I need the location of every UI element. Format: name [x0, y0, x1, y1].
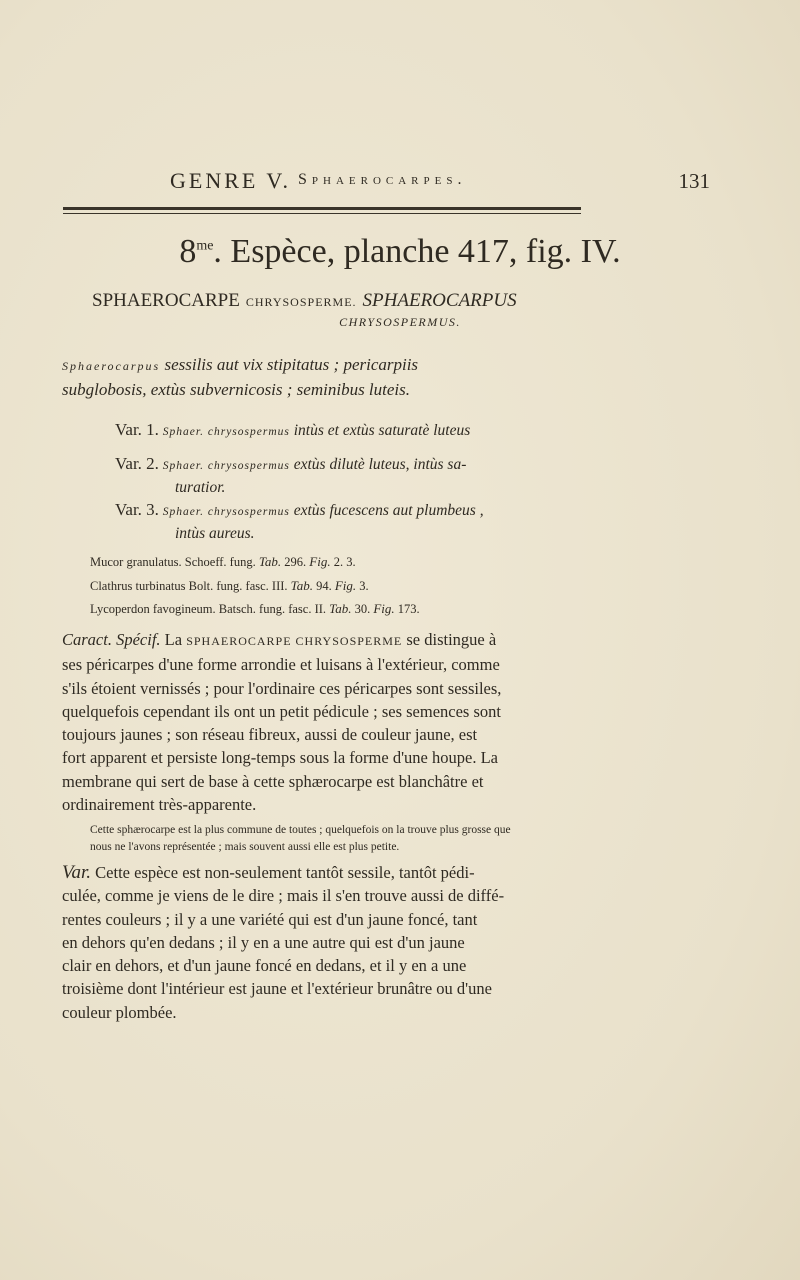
caract-line-0: se distingue à — [402, 630, 497, 649]
synonym-tabnum: 296. — [281, 555, 310, 569]
caract-line-2: s'ils étoient vernissés ; pour l'ordinaire ces péricarpes sont sessiles, — [62, 678, 502, 698]
synonym-text: Mucor granulatus. Schoeff. fung. — [90, 555, 259, 569]
synonym-fignum: 2. 3. — [330, 555, 356, 569]
caract-lead: Caract. Spécif. — [62, 630, 161, 649]
variety-abbr: Sphaer. — [162, 460, 204, 472]
synonym-fig: Fig. — [309, 554, 331, 569]
caract-la: La — [160, 630, 187, 649]
synonym-fig: Fig. — [334, 578, 357, 593]
diagnosis-line-2: subglobosis, extùs subvernicosis ; seminibus luteis. — [62, 380, 411, 399]
variety-epithet: chrysospermus — [207, 506, 290, 518]
synonym-1 — [90, 554, 356, 570]
var-line-2: rentes couleurs ; il y a une variété qui est d'un jaune foncé, tant — [62, 909, 478, 929]
variety-epithet: chrysospermus — [207, 460, 290, 472]
latin-diagnosis — [62, 353, 592, 401]
species-heading — [0, 233, 800, 271]
caract-line-4: toujours jaunes ; son réseau fibreux, aussi de couleur jaune, est — [62, 725, 478, 745]
synonym-tabnum: 94. — [312, 579, 335, 593]
variety-1 — [115, 419, 595, 443]
heading-text: . Espèce, planche 417, fig. IV. — [213, 233, 621, 270]
specific-characters-paragraph — [62, 628, 584, 816]
species-name-line — [92, 290, 592, 312]
caract-line-5: fort apparent et persiste long-temps sous la forme d'une houpe. La — [62, 748, 498, 768]
variety-2 — [115, 453, 595, 498]
variety-3 — [115, 499, 595, 544]
synonym-tabnum: 30. — [351, 602, 374, 616]
caract-line-1: ses péricarpes d'une forme arrondie et luisans à l'extérieur, comme — [62, 655, 500, 675]
note-line-1: Cette sphærocarpe est la plus commune de toutes ; quelquefois on la trouve plus grosse que — [90, 824, 511, 836]
latin-epithet: CHRYSOSPERMUS. — [339, 315, 461, 329]
var-line-4: clair en dehors, et d'un jaune foncé en dedans, et il y en a une — [62, 956, 467, 976]
variety-label: Var. 3. — [115, 500, 159, 519]
footnote — [90, 822, 590, 856]
variety-label: Var. 1. — [115, 420, 159, 439]
var-line-6: couleur plombée. — [62, 1002, 177, 1022]
variety-abbr: Sphaer. — [162, 426, 204, 438]
variety-label: Var. 2. — [115, 454, 159, 473]
synonym-2 — [90, 578, 369, 594]
page-number: 131 — [678, 169, 710, 193]
var-line-0: Cette espèce est non-seulement tantôt sessile, tantôt pédi- — [91, 863, 475, 882]
synonym-fignum: 3. — [356, 579, 369, 593]
heading-number: 8 — [179, 233, 197, 270]
var-lead: Var. — [62, 862, 92, 883]
variety-paragraph — [62, 861, 584, 1024]
synonym-tab: Tab. — [329, 601, 352, 616]
caract-species-caps: SPHAEROCARPE CHRYSOSPERME — [186, 634, 403, 648]
caract-line-7: ordinairement très-apparente. — [62, 795, 257, 815]
heading-ordinal: me — [196, 238, 214, 254]
variety-text: extùs dilutè luteus, intùs sa- — [293, 456, 467, 473]
french-epithet: CHRYSOSPERME. — [245, 295, 357, 309]
header-rule-thin — [63, 213, 581, 214]
latin-genus: SPHAEROCARPUS — [362, 290, 517, 311]
diagnosis-line-1: sessilis aut vix stipitatus ; pericarpiis — [160, 355, 419, 374]
french-genus: SPHAEROCARPE — [92, 290, 240, 311]
synonym-tab: Tab. — [290, 578, 313, 593]
header-rule-thick — [63, 207, 581, 210]
running-head — [170, 168, 710, 194]
variety-continuation: intùs aureus. — [175, 525, 255, 542]
running-head-genre: GENRE V. — [170, 168, 291, 193]
variety-epithet: chrysospermus — [207, 426, 290, 438]
synonym-fignum: 173. — [394, 602, 420, 616]
synonym-3 — [90, 601, 420, 617]
variety-continuation: turatior. — [175, 479, 226, 496]
diagnosis-genus: Sphaerocarpus — [62, 359, 161, 373]
synonym-text: Lycoperdon favogineum. Batsch. fung. fasc. II. — [90, 602, 330, 616]
caract-line-3: quelquefois cependant ils ont un petit pédicule ; ses semences sont — [62, 701, 501, 721]
var-line-5: troisième dont l'intérieur est jaune et l'extérieur brunâtre ou d'une — [62, 979, 492, 999]
variety-abbr: Sphaer. — [162, 506, 204, 518]
synonym-text: Clathrus turbinatus Bolt. fung. fasc. III. — [90, 579, 291, 593]
variety-text: extùs fucescens aut plumbeus , — [293, 502, 484, 519]
note-line-2: nous ne l'avons représentée ; mais souvent aussi elle est plus petite. — [90, 841, 400, 853]
synonym-tab: Tab. — [258, 554, 282, 569]
synonym-fig: Fig. — [373, 601, 395, 616]
caract-line-6: membrane qui sert de base à cette sphærocarpe est blanchâtre et — [62, 771, 484, 791]
variety-text: intùs et extùs saturatè luteus — [293, 422, 471, 439]
var-line-1: culée, comme je viens de le dire ; mais il s'en trouve aussi de diffé- — [62, 886, 505, 906]
var-line-3: en dehors qu'en dedans ; il y en a une autre qui est d'un jaune — [62, 932, 465, 952]
running-head-title: Sphaerocarpes. — [298, 171, 467, 188]
